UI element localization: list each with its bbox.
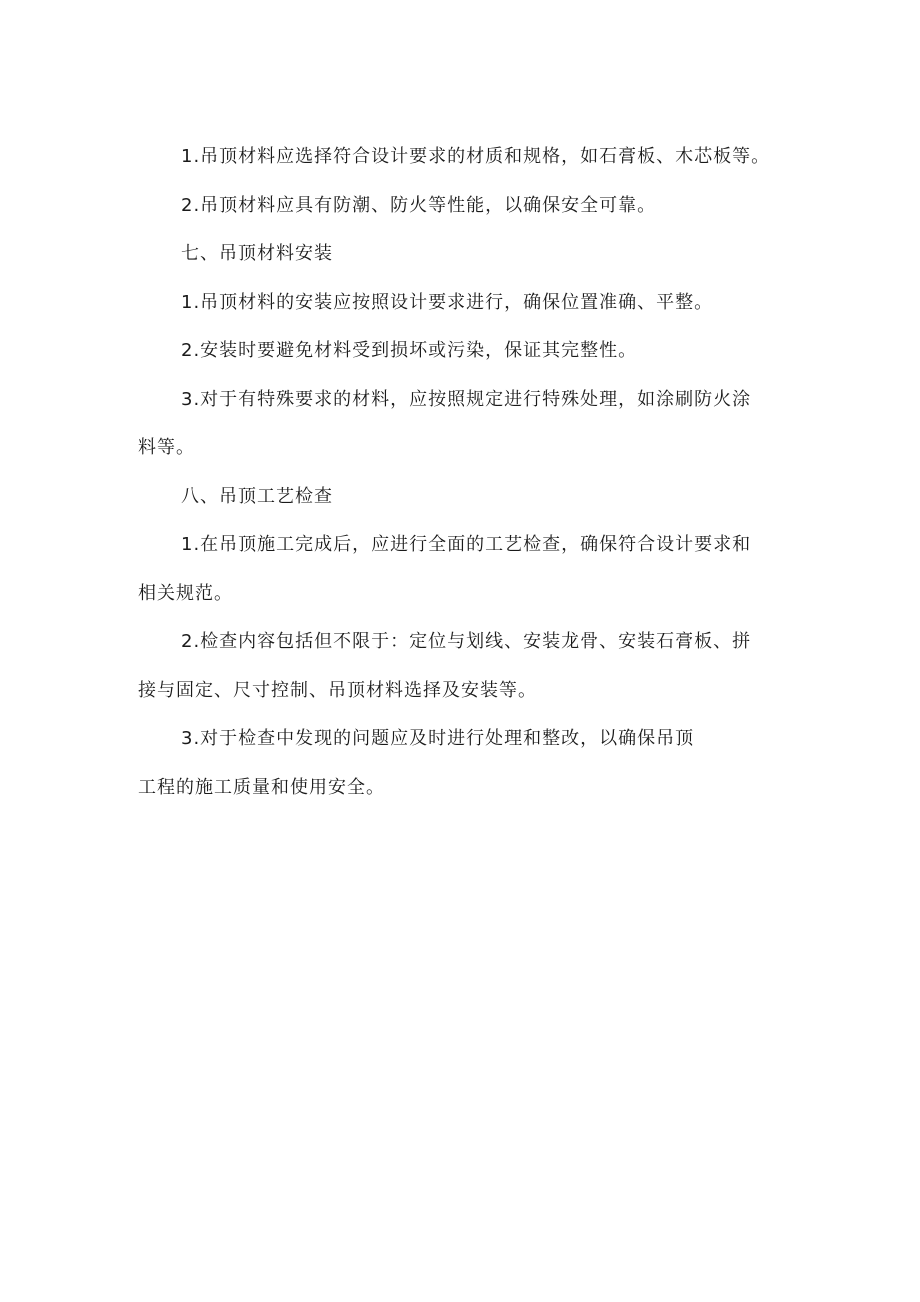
- document-body: [138, 133, 808, 812]
- paragraph-line: 2.安装时要避免材料受到损坏或污染，保证其完整性。: [181, 340, 638, 361]
- paragraph-continuation: 接与固定、尺寸控制、吊顶材料选择及安装等。: [138, 679, 537, 701]
- paragraph-line: 2.检查内容包括但不限于：定位与划线、安装龙骨、安装石膏板、拼: [181, 631, 752, 652]
- paragraph-line: 3.对于检查中发现的问题应及时进行处理和整改，以确保吊顶: [181, 728, 695, 749]
- paragraph-continuation: 料等。: [138, 437, 195, 458]
- paragraph-line: 3.对于有特殊要求的材料，应按照规定进行特殊处理，如涂刷防火涂: [181, 388, 752, 410]
- paragraph-line: 2.吊顶材料应具有防潮、防火等性能，以确保安全可靠。: [181, 194, 657, 216]
- paragraph-continuation: 工程的施工质量和使用安全。: [138, 776, 385, 798]
- paragraph-line: 1.吊顶材料应选择符合设计要求的材质和规格，如石膏板、木芯板等。: [181, 146, 771, 167]
- section-heading: 七、吊顶材料安装: [181, 243, 333, 264]
- paragraph-line: 1.吊顶材料的安装应按照设计要求进行，确保位置准确、平整。: [181, 291, 714, 313]
- paragraph-line: 1.在吊顶施工完成后，应进行全面的工艺检查，确保符合设计要求和: [181, 534, 752, 555]
- paragraph-continuation: 相关规范。: [138, 582, 233, 604]
- section-heading: 八、吊顶工艺检查: [181, 485, 333, 507]
